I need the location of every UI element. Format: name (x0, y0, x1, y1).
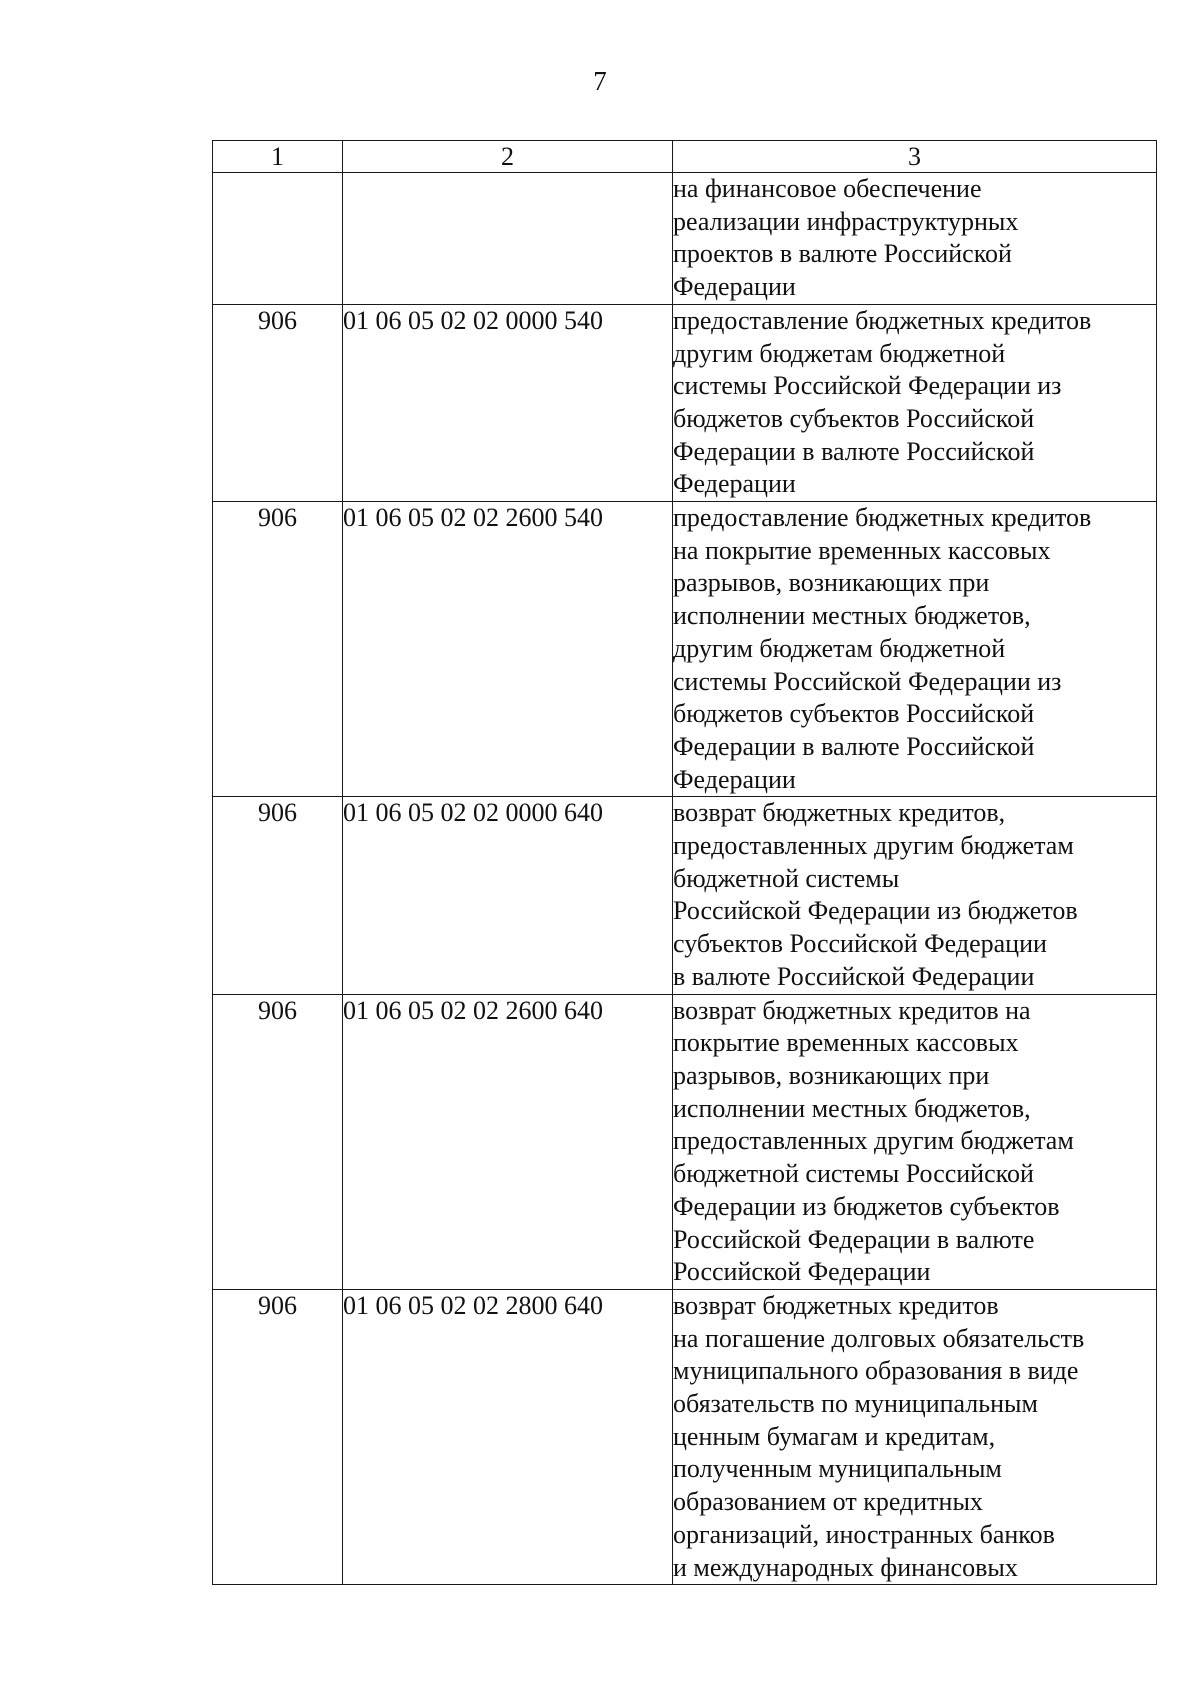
description-line: исполнении местных бюджетов, (673, 1093, 1031, 1123)
description-line: бюджетной системы Российской (673, 1159, 1034, 1189)
description-line: проектов в валюте Российской (673, 239, 1012, 269)
description-cell (673, 304, 1157, 501)
table-row (213, 304, 1157, 501)
table-row (213, 1289, 1157, 1584)
table-row (213, 797, 1157, 994)
description-line: системы Российской Федерации из (673, 666, 1062, 696)
admin-code-cell: 906 (213, 502, 343, 797)
classification-code-cell: 01 06 05 02 02 0000 640 (343, 797, 673, 994)
column-header-1: 1 (213, 141, 343, 173)
description-cell (673, 502, 1157, 797)
description-line: Федерации из бюджетов субъектов (673, 1191, 1060, 1221)
admin-code-cell: 906 (213, 304, 343, 501)
column-header-3: 3 (673, 141, 1157, 173)
description-line: в валюте Российской Федерации (673, 961, 1035, 991)
description-line: другим бюджетам бюджетной (673, 338, 1006, 368)
description-line: предоставленных другим бюджетам (673, 1126, 1074, 1156)
table-row (213, 502, 1157, 797)
admin-code-cell: 906 (213, 1289, 343, 1584)
description-line: реализации инфраструктурных (673, 206, 1019, 236)
classification-code-cell (343, 173, 673, 305)
description-line: Федерации в валюте Российской (673, 731, 1035, 761)
description-cell (673, 1289, 1157, 1584)
classification-code-cell: 01 06 05 02 02 2600 640 (343, 994, 673, 1289)
description-line: возврат бюджетных кредитов на (673, 995, 1031, 1025)
classification-code-cell: 01 06 05 02 02 2800 640 (343, 1289, 673, 1584)
description-line: на погашение долговых обязательств (673, 1323, 1085, 1353)
description-line: бюджетов субъектов Российской (673, 403, 1035, 433)
description-line: полученным муниципальным (673, 1454, 1002, 1484)
classification-code-cell: 01 06 05 02 02 2600 540 (343, 502, 673, 797)
description-line: Федерации (673, 469, 796, 499)
description-line: Российской Федерации из бюджетов (673, 896, 1078, 926)
description-line: Российской Федерации (673, 1257, 931, 1287)
description-line: ценным бумагам и кредитам, (673, 1421, 996, 1451)
description-cell (673, 994, 1157, 1289)
description-line: образованием от кредитных (673, 1487, 983, 1517)
table-body (213, 173, 1157, 1585)
description-line: Федерации в валюте Российской (673, 436, 1035, 466)
description-line: другим бюджетам бюджетной (673, 633, 1006, 663)
description-line: бюджетов субъектов Российской (673, 699, 1035, 729)
description-cell (673, 797, 1157, 994)
description-cell (673, 173, 1157, 305)
column-header-2: 2 (343, 141, 673, 173)
description-line: на финансовое обеспечение (673, 174, 982, 203)
header-row (213, 141, 1157, 173)
description-line: разрывов, возникающих при (673, 568, 990, 598)
table-row (213, 173, 1157, 305)
description-line: обязательств по муниципальным (673, 1389, 1038, 1419)
table-row (213, 994, 1157, 1289)
description-line: Федерации (673, 764, 796, 794)
table-header (213, 141, 1157, 173)
description-line: субъектов Российской Федерации (673, 929, 1047, 959)
admin-code-cell (213, 173, 343, 305)
description-line: предоставление бюджетных кредитов (673, 503, 1092, 533)
budget-classification-table (212, 140, 1157, 1585)
description-line: исполнении местных бюджетов, (673, 601, 1031, 631)
description-line: организаций, иностранных банков (673, 1519, 1055, 1549)
description-line: возврат бюджетных кредитов, (673, 798, 1006, 828)
description-line: возврат бюджетных кредитов (673, 1290, 999, 1320)
page-number: 7 (593, 66, 607, 96)
description-line: предоставленных другим бюджетам (673, 831, 1074, 861)
description-line: Российской Федерации в валюте (673, 1224, 1035, 1254)
classification-code-cell: 01 06 05 02 02 0000 540 (343, 304, 673, 501)
description-line: покрытие временных кассовых (673, 1028, 1019, 1058)
admin-code-cell: 906 (213, 797, 343, 994)
description-line: системы Российской Федерации из (673, 371, 1062, 401)
admin-code-cell: 906 (213, 994, 343, 1289)
description-line: муниципального образования в виде (673, 1356, 1079, 1386)
description-line: предоставление бюджетных кредитов (673, 305, 1092, 335)
description-line: бюджетной системы (673, 863, 900, 893)
description-line: на покрытие временных кассовых (673, 535, 1051, 565)
description-line: Федерации (673, 272, 796, 302)
description-line: разрывов, возникающих при (673, 1060, 990, 1090)
description-line: и международных финансовых (673, 1552, 1018, 1582)
